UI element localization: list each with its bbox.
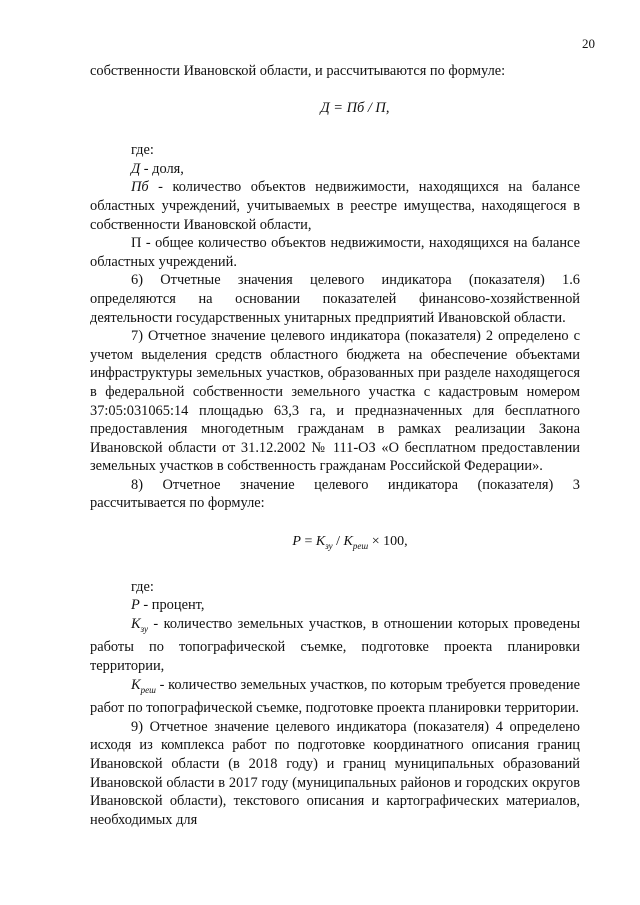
definition-r: P - процент,: [131, 597, 205, 614]
where-label: где:: [131, 142, 154, 159]
intro-line: собственности Ивановской области, и рассчитываются по формуле:: [90, 63, 506, 79]
page-number: 20: [582, 36, 595, 51]
formula-percent: $P = K_{зу} / K_{реш} \times 100$,: [292, 534, 408, 552]
definition-kresh: $K_{реш}$ - количество земельных участков, по которым требуется проведение работ по топографической съемке, подготовке проекта планировки территории.: [90, 676, 580, 717]
symbol-kzu: K: [131, 615, 141, 632]
paragraph-7: 7) Отчетное значение целевого индикатора (показателя) 2 определено с учетом выделения средств областного бюджета на обеспечение объектами инфраструктуры земельных участков, образованных при разделе находящегося в федеральной собственности земельного участка с кадастровым номером 37:05:031065:14 площадью 63,3 га, и предназначенных для бесплатного предоставления многодетным гражданам в рамках реализации Закона Ивановской области от 31.12.2002 № 111-ОЗ «О бесплатном предоставлении земельных участков в собственность гражданам Российской Федерации».: [90, 328, 580, 475]
definition-pb: Пб - количество объектов недвижимости, находящихся на балансе областных учреждений, учитываемых в реестре имущества, находящегося в собственности Ивановской области,: [90, 179, 580, 233]
document-body: [90, 62, 580, 829]
where-label-2: где:: [131, 578, 154, 595]
paragraph-9: 9) Отчетное значение целевого индикатора (показателя) 4 определено исходя из комплекса работ по подготовке координатного описания границ Ивановской области (в 2018 году) и границ муниципальных образований Ивановской области в 2017 году (муниципальных районов и городских округов Ивановской области), текстового описания и картографических материалов, необходимых для: [90, 718, 580, 828]
formula-share: Д = Пб / П,: [320, 99, 390, 116]
symbol-kresh: K: [131, 676, 141, 693]
definition-p: П - общее количество объектов недвижимости, находящихся на балансе областных учреждений.: [90, 235, 580, 270]
symbol-r: P: [131, 597, 140, 614]
symbol-d: Д: [131, 160, 141, 177]
paragraph-6: 6) Отчетные значения целевого индикатора (показателя) 1.6 определяются на основании показателей финансово-хозяйственной деятельности государственных унитарных предприятий Ивановской области.: [90, 272, 580, 326]
symbol-pb: Пб: [131, 179, 149, 196]
definition-d: Д - доля,: [131, 160, 184, 177]
paragraph-8: 8) Отчетное значение целевого индикатора (показателя) 3 рассчитывается по формуле:: [90, 476, 580, 512]
definition-kzu: $K_{зу}$ - количество земельных участков, в отношении которых проведены работы по топографической съемке, подготовке проекта планировки территории,: [90, 615, 580, 675]
